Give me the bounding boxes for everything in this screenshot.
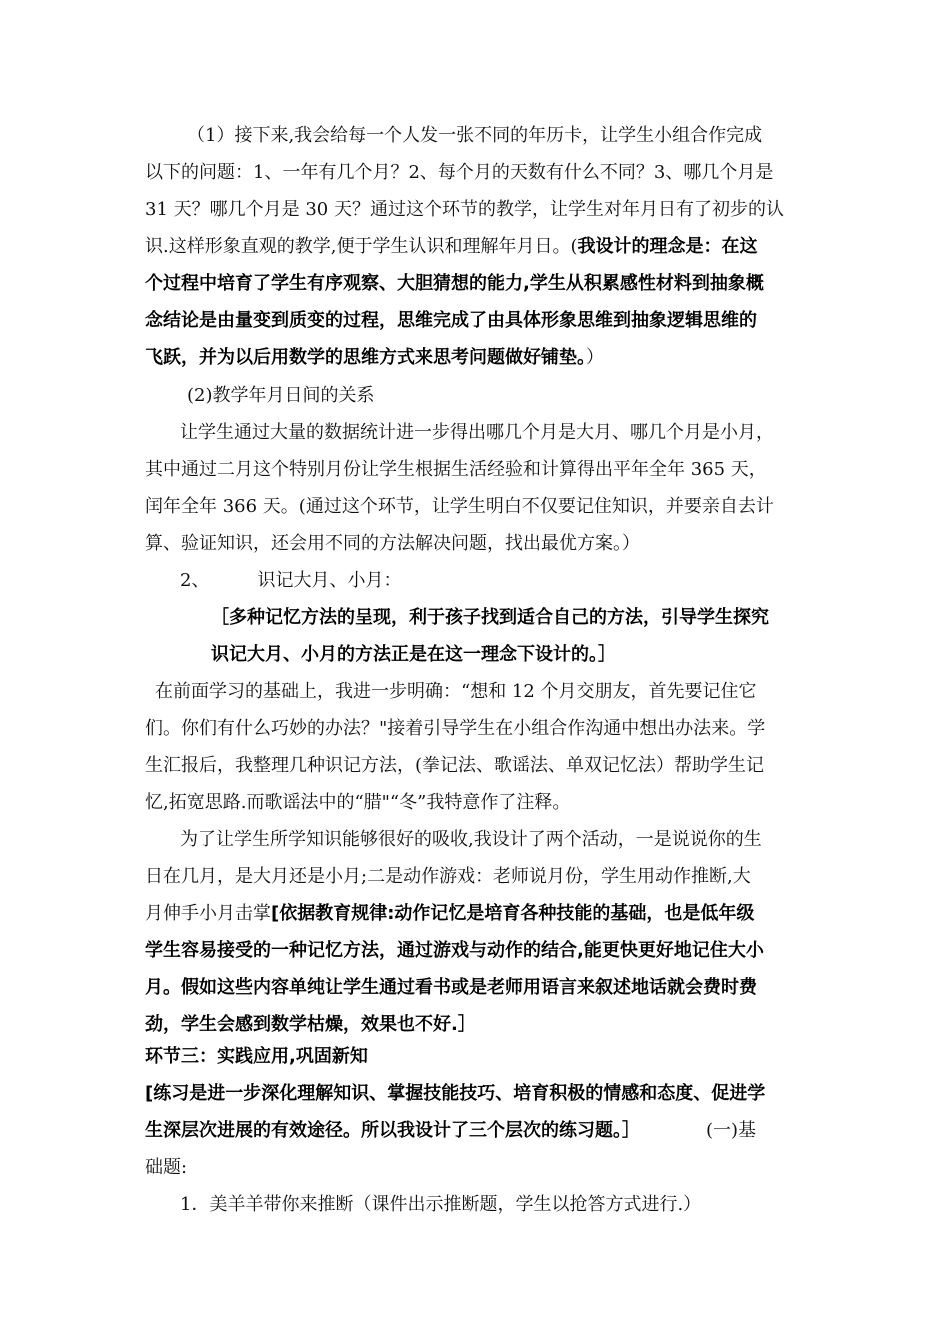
practice-note-line2-text: 生深层次进展的有效途径。所以我设计了三个层次的练习题。］ bbox=[145, 1120, 640, 1141]
practice-note-line1: [练习是进一步深化理解知识、掌握技能技巧、培育积极的情感和态度、促进学 bbox=[145, 1083, 766, 1104]
p1-closing-paren: ） bbox=[586, 347, 604, 368]
method-note-line1: ［多种记忆方法的呈现，利于孩子找到适合自己的方法，引导学生探究 bbox=[211, 607, 769, 628]
p1-line3: 31 天？哪几个月是 30 天？通过这个环节的教学，让学生对年月日有了初步的认 bbox=[145, 199, 784, 220]
p3-line1: 在前面学习的基础上，我进一步明确：“想和 12 个月交朋友，首先要记住它 bbox=[155, 681, 757, 702]
design-idea-note-start: 我设计的理念是：在这 bbox=[577, 236, 758, 257]
basic-questions-label-end: 础题: bbox=[145, 1157, 188, 1178]
p1-line1: （1）接下来,我会给每一个人发一张不同的年历卡，让学生小组合作完成 bbox=[187, 125, 763, 146]
p3-line3: 生汇报后，我整理几种识记方法，(拳记法、歌谣法、单双记忆法）帮助学生记 bbox=[145, 755, 765, 776]
p2-line3: 闰年全年 366 天。(通过这个环节，让学生明白不仅要记住知识，并要亲自去计 bbox=[145, 496, 774, 517]
p3-line4: 忆,拓宽思路.而歌谣法中的“腊"“冬”我特意作了注释。 bbox=[145, 792, 571, 813]
p2-line4: 算、验证知识，还会用不同的方法解决问题，找出最优方案。） bbox=[145, 533, 640, 554]
p4-line3 bbox=[145, 901, 754, 927]
p1-line7 bbox=[145, 345, 604, 371]
method-note-line2: 识记大月、小月的方法正是在这一理念下设计的。］ bbox=[211, 644, 616, 665]
item-2-title: 识记大月、小月： bbox=[257, 570, 402, 591]
education-rule-note-line3: 月。假如这些内容单纯让学生通过看书或是老师用语言来叙述地话就会费时费 bbox=[145, 977, 757, 998]
education-rule-note-line4: 劲，学生会感到数学枯燥，效果也不好.］ bbox=[145, 1014, 476, 1035]
p4-line1: 为了让学生所学知识能够很好的吸收,我设计了两个活动，一是说说你的生 bbox=[180, 829, 762, 850]
section-3-heading: 环节三：实践应用,巩固新知 bbox=[145, 1046, 368, 1067]
p4-line2: 日在几月，是大月还是小月;二是动作游戏：老师说月份，学生用动作推断,大 bbox=[145, 866, 751, 887]
design-idea-note-end: 飞跃，并为以后用数学的思维方式来思考问题做好铺垫。 bbox=[145, 347, 586, 368]
p1-line4-text: 识.这样形象直观的教学,便于学生认识和理解年月日。( bbox=[145, 236, 578, 257]
p2-line2: 其中通过二月这个特别月份让学生根据生活经验和计算得出平年全年 365 天， bbox=[145, 459, 767, 480]
design-idea-note-line3: 念结论是由量变到质变的过程，思维完成了由具体形象思维到抽象逻辑思维的 bbox=[145, 310, 757, 331]
p2-line1: 让学生通过大量的数据统计进一步得出哪几个月是大月、哪几个月是小月， bbox=[180, 422, 774, 443]
practice-note-line2 bbox=[145, 1118, 756, 1144]
education-rule-note-line2: 学生容易接受的一种记忆方法，通过游戏与动作的结合,能更快更好地记住大小 bbox=[145, 940, 764, 961]
education-rule-note-start: [依据教育规律:动作记忆是培育各种技能的基础，也是低年级 bbox=[271, 903, 755, 924]
basic-questions-label: (一)基 bbox=[706, 1120, 757, 1141]
p1-line4 bbox=[145, 234, 757, 260]
p3-line2: 们。你们有什么巧妙的办法？"接着引导学生在小组合作沟通中想出办法来。学 bbox=[145, 718, 766, 739]
subheading-2: (2)教学年月日间的关系 bbox=[187, 385, 375, 406]
design-idea-note-line2: 个过程中培育了学生有序观察、大胆猜想的能力,学生从积累感性材料到抽象概 bbox=[145, 273, 764, 294]
p4-line3-text: 月伸手小月击掌 bbox=[145, 903, 271, 924]
exercise-1: 1．美羊羊带你来推断（课件出示推断题，学生以抢答方式进行.） bbox=[180, 1194, 702, 1215]
item-2 bbox=[180, 568, 401, 594]
item-2-number: 2、 bbox=[180, 570, 210, 591]
p1-line2: 以下的问题：1、一年有几个月？2、每个月的天数有什么不同？3、哪几个月是 bbox=[145, 162, 774, 183]
